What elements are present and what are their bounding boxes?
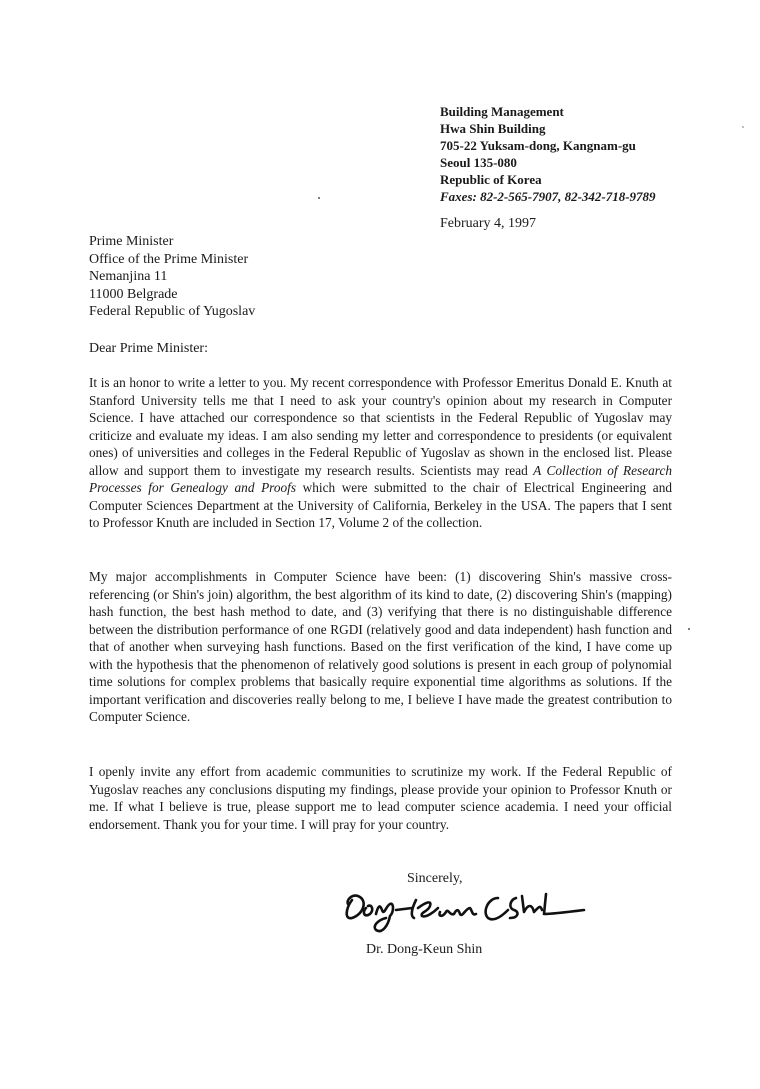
sender-line-1: Building Management [440,104,564,119]
recipient-line-4: 11000 Belgrade [89,286,178,302]
collection-title: A Collection of Research Processes for Genealogy and Proofs [89,462,672,495]
recipient-line-2: Office of the Prime Minister [89,251,249,267]
recipient-line-3: Nemanjina 11 [89,269,168,284]
closing: Sincerely, [407,871,463,886]
sender-line-4: Seoul 135-080 [440,155,517,170]
body-paragraph-2: My major accomplishments in Computer Science have been: (1) discovering Shin's massive cross-referencing (or Shin's join) algorithm, the best algorithm of its kind to date, (2) discovering Shin's (mapping) hash function, the best hash method to date, and (3) verifying that there is no distinguishable difference between the distribution performance of one RGDI (relatively good and data independent) hash function and that of another when surveying hash functions. Based on the first verification of the kind, I have come up with the hypothesis that the phenomenon of relatively good solutions is present in each group of polynomial time solutions for complex problems that basically require exponential time algorithms as solutions. If the important verification and discoveries really belong to me, I believe I have made the greatest contribution to Computer Science. [89,569,672,724]
scan-speck [688,628,690,630]
body-paragraph-3: I openly invite any effort from academic communities to scrutinize my work. If the Federal Republic of Yugoslav reaches any conclusions disputing my findings, please provide your opinion to Professor Knuth or me. If what I believe is true, please support me to lead computer science academia. I need your official endorsement. Thank you for your time. I will pray for your country. [89,764,672,832]
sender-fax-numbers: Faxes: 82-2-565-7907, 82-342-718-9789 [440,189,656,204]
signer-name: Dr. Dong-Keun Shin [366,942,483,957]
body-paragraph-1-text-b: which were submitted to the chair of Electrical Engineering and Computer Sciences Department at the University of California, Berkeley in the USA. The papers that I sent to Professor Knuth are included in Section 17, Volume 2 of the collection. [89,480,672,530]
salutation: Dear Prime Minister: [89,341,208,356]
recipient-line-5: Federal Republic of Yugoslav [89,304,256,319]
sender-line-5: Republic of Korea [440,172,542,187]
handwritten-signature [338,886,588,938]
body-paragraph-1 [89,374,672,532]
recipient-line-1: Prime Minister [89,234,174,249]
sender-line-2: Hwa Shin Building [440,121,546,136]
scan-speck [742,126,744,128]
sender-line-3: 705-22 Yuksam-dong, Kangnam-gu [440,138,636,153]
recipient-address-block [89,233,255,321]
letter-date: February 4, 1997 [440,216,537,231]
sender-address-block [440,103,656,205]
scan-speck [318,197,320,199]
body-paragraph-1-text-a: It is an honor to write a letter to you. My recent correspondence with Professor Emeritus Donald E. Knuth at Stanford University tells me that I need to ask your country's opinion about my research in Computer Science. I have attached our correspondence so that scientists in the Federal Republic of Yugoslav may criticize and evaluate my ideas. I am also sending my letter and correspondence to presidents (or equivalent ones) of universities and colleges in the Federal Republic of Yugoslav as shown in the enclosed list. Please allow and support them to investigate my research results. Scientists may read [89,375,672,478]
